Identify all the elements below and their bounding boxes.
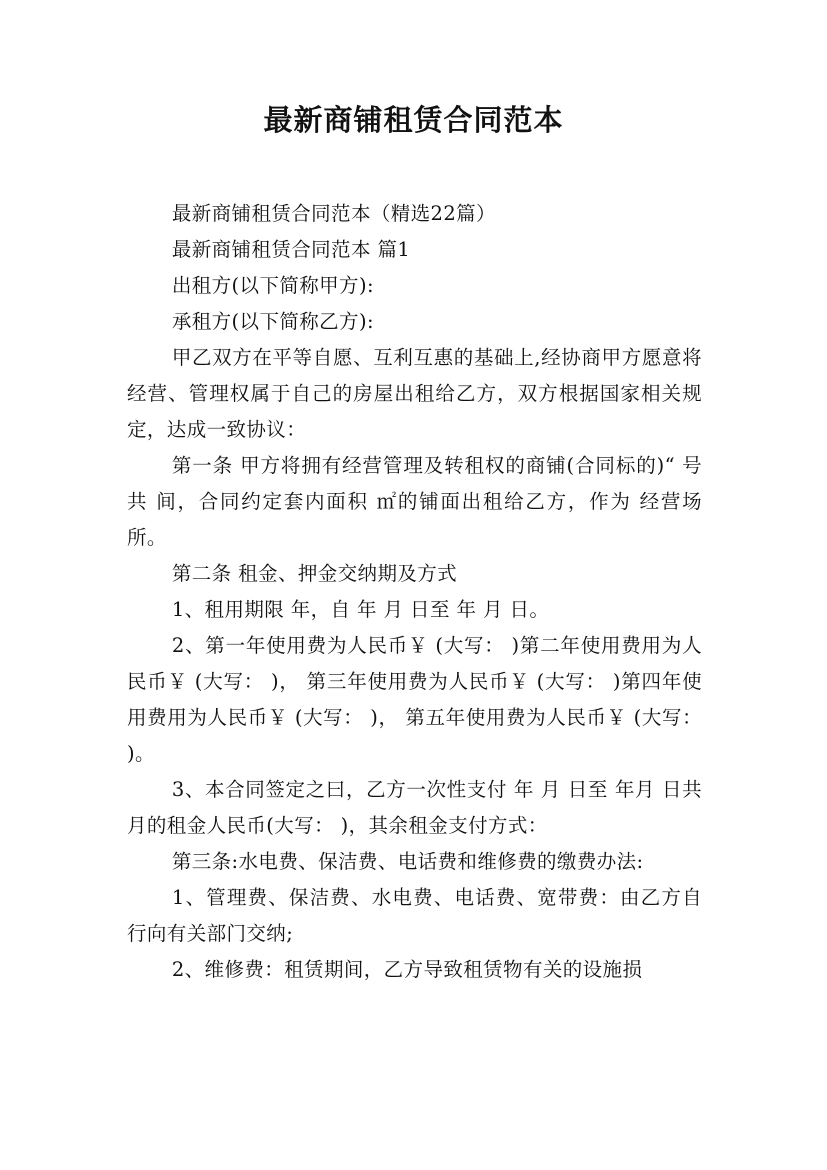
paragraph-article-3-item-1: 1、管理费、保洁费、水电费、电话费、宽带费：由乙方自行向有关部门交纳; [127,886,702,945]
paragraph-article-2-item-1: 1、租用期限 年，自 年 月 日至 年 月 日。 [171,598,550,621]
paragraph-section-heading: 最新商铺租赁合同范本 篇1 [171,238,411,261]
paragraph-article-3-heading: 第三条:水电费、保洁费、电话费和维修费的缴费办法: [171,850,644,873]
paragraph-lessee: 承租方(以下简称乙方): [171,310,374,333]
document-title: 最新商铺租赁合同范本 [263,103,564,137]
paragraph-lessor: 出租方(以下简称甲方): [171,274,374,297]
paragraph-article-3-item-2: 2、维修费：租赁期间，乙方导致租赁物有关的设施损 [171,958,643,981]
paragraph-article-1: 第一条 甲方将拥有经营管理及转租权的商铺(合同标的)“ 号共 间，合同约定套内面积 ㎡的铺面出租给乙方，作为 经营场所。 [127,454,702,549]
paragraph-article-2-item-3: 3、本合同签定之曰，乙方一次性支付 年 月 日至 年月 日共 月的租金人民币(大写： )，其余租金支付方式： [127,778,702,837]
paragraph-preamble: 甲乙双方在平等自愿、互利互惠的基础上,经协商甲方愿意将经营、管理权属于自己的房屋出租给乙方，双方根据国家相关规定，达成一致协议： [127,346,702,441]
document-body [127,196,702,988]
paragraph-article-2-item-2: 2、第一年使用费为人民币￥ (大写： )第二年使用费用为人民币￥ (大写： )， 第三年使用费为人民币￥ (大写： )第四年使用费用为人民币￥ (大写： )， 第五年使用费为人民币￥ (大写： )。 [127,634,702,765]
paragraph-subtitle: 最新商铺租赁合同范本（精选22篇） [171,202,496,225]
paragraph-article-2-heading: 第二条 租金、押金交纳期及方式 [171,562,458,585]
